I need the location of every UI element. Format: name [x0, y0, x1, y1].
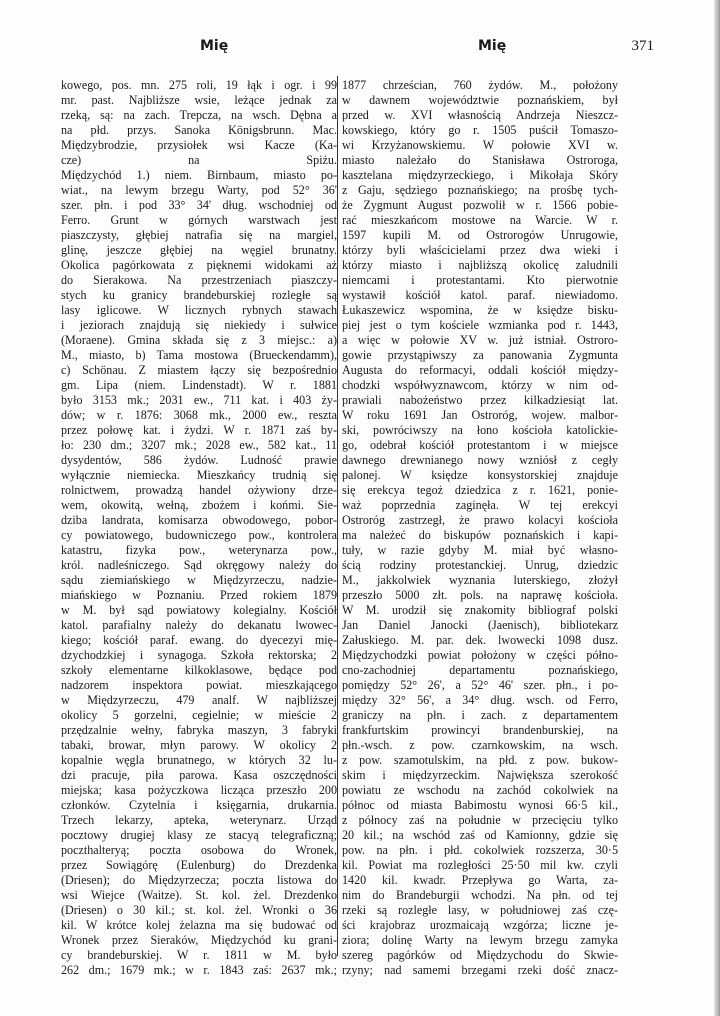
text-line: rolnictwem, prowadzą handel ożywiony drze-	[61, 483, 337, 497]
text-line: z pow. szamotulskim, na płd. z pow. bukow-	[342, 753, 618, 767]
text-line: przędzalnie wełny, fabryka maszyn, 3 fabryki	[61, 723, 337, 737]
text-line: powiatu ze wschodu na zachód cokolwiek na	[342, 783, 618, 797]
text-line: kowskiego, który go r. 1505 puścił Tomaszo-	[342, 123, 618, 137]
text-line: północ od miasta Babimostu wynosi 66·5 kil.,	[342, 798, 618, 812]
text-line: cze) na Spiżu.	[61, 153, 337, 167]
text-line: pomiędzy 52° 26', a 52° 46' szer. płn., i po-	[342, 678, 618, 692]
text-line: Międzybrodzie, przysiołek wsi Kacze (Ka-	[61, 138, 337, 152]
text-line: na płd. przys. Sanoka Königsbrunn. Mac.	[61, 123, 337, 137]
text-line: miańskiego w Poznaniu. Przed rokiem 1879	[61, 588, 337, 602]
text-line: szereg pagórków od Międzychodu do Skwie-	[342, 948, 618, 962]
text-line: 1597 kupili M. od Ostrorogów Unrugowie,	[342, 228, 618, 242]
text-line: katol. parafialny należy do dekanatu lwowec-	[61, 618, 337, 632]
text-line: Jan Daniel Janocki (Jaenisch), bibliotekarz	[342, 618, 618, 632]
text-line: M., miasto, b) Tama mostowa (Brueckendamm),	[61, 348, 337, 362]
text-line: gowie przystąpiwszy za panowania Zygmunta	[342, 348, 618, 362]
text-line: pow. na płn. i płd. cokolwiek rozszerza, 30·5	[342, 843, 618, 857]
text-line: Okolica pagórkowata z pięknemi widokami aż	[61, 258, 337, 272]
text-line: miasto należało do Stanisława Ostroroga,	[342, 153, 618, 167]
text-line: cy brandeburskiej. W r. 1811 w M. było	[61, 948, 337, 962]
text-line: 1877 chrześcian, 760 żydów. M., położony	[342, 78, 618, 92]
text-line: ski, powróciwszy na łono kościoła katolickie-	[342, 423, 618, 437]
text-line: kil. Powiat ma rozległości 25·50 mil kw. czyli	[342, 858, 618, 872]
text-line: gm. Lipa (niem. Lindenstadt). W r. 1881	[61, 378, 337, 392]
text-line: kil. W krótce kolej żelazna ma się budować od	[61, 918, 337, 932]
text-line: tuły, w razie gdyby M. miał być własno-	[342, 543, 618, 557]
text-line: przez Sowiągórę (Eulenburg) do Drezdenka	[61, 858, 337, 872]
text-line: kopalnie węgla brunatnego, w których 32 lu-	[61, 753, 337, 767]
text-line: piej jest o tym kościele wzmianka pod r. 1443,	[342, 318, 618, 332]
text-line: w dawnem województwie poznańskiem, był	[342, 93, 618, 107]
text-line: chodzki współwyznawcom, którzy w nim od-	[342, 378, 618, 392]
text-line: glinę, jeszcze głębiej na węgiel brunatny.	[61, 243, 337, 257]
text-line: nadzorem inspektora powiat. mieszkającego	[61, 678, 337, 692]
text-line: Łukaszewicz wspomina, że w księdze bisku-	[342, 303, 618, 317]
text-line: prawiali nabożeństwo przez kilkadziesiąt lat.	[342, 393, 618, 407]
text-line: płn.-wsch. z pow. czarnkowskim, na wsch.	[342, 738, 618, 752]
text-line: król. nadleśniczego. Sąd okręgowy należy do	[61, 558, 337, 572]
text-line: poczthalteryą; poczta osobowa do Wronek,	[61, 843, 337, 857]
text-line: w Międzyrzeczu, 479 analf. W najbliższej	[61, 693, 337, 707]
text-line: przez połowę kat. i żydzi. W r. 1871 zaś by-	[61, 423, 337, 437]
text-line: niemcami i protestantami. Kto pierwotnie	[342, 273, 618, 287]
header-left-keyword: Mię	[200, 38, 229, 54]
right-column	[342, 78, 618, 978]
text-line: wem, okowitą, wełną, zbożem i końmi. Sie-	[61, 498, 337, 512]
text-line: rzeki są rozległe lasy, w południowej zaś czę-	[342, 903, 618, 917]
text-line: waż poprzednia zaginęła. W tej erekcyi	[342, 498, 618, 512]
text-line: ści krajobraz urozmaicają wzgórza; liczne je-	[342, 918, 618, 932]
text-line: go, odebrał kościół protestantom i w miejsce	[342, 438, 618, 452]
text-line: i jeziorach znajdują się niekiedy i sułwice	[61, 318, 337, 332]
text-line: stych ku granicy brandeburskiej rozległe są	[61, 288, 337, 302]
text-line: mr. past. Najbliższe wsie, leżące jednak za	[61, 93, 337, 107]
text-line: okolicy 5 gorzelni, cegielnie; w mieście 2	[61, 708, 337, 722]
text-line: Wronek przez Sieraków, Międzychód ku grani-	[61, 933, 337, 947]
text-line: sądu ziemiańskiego w Międzyrzeczu, nadzie-	[61, 573, 337, 587]
text-line: członków. Czytelnia i księgarnia, drukarnia.	[61, 798, 337, 812]
page-edge-shadow	[714, 0, 720, 1016]
text-line: (Driesen) o 30 kil.; st. kol. żel. Wronki o 36	[61, 903, 337, 917]
text-line: Międzychodzki powiat położony w części półno-	[342, 648, 618, 662]
text-line: się erekcya tegoż dziedzica z r. 1621, ponie-	[342, 483, 618, 497]
text-line: z Gaju, sędziego poznańskiego; na prośbę tych-	[342, 183, 618, 197]
text-line: dzi pracuje, piła parowa. Kasa oszczędności	[61, 768, 337, 782]
text-line: wystawił kościół katol. paraf. niewiadomo.	[342, 288, 618, 302]
text-line: między 32° 56', a 34° dług. wsch. od Ferro,	[342, 693, 618, 707]
text-line: kiego; kościół paraf. ewang. do dyecezyi mię-	[61, 633, 337, 647]
text-line: było 3153 mk.; 2031 ew., 711 kat. i 403 ży-	[61, 393, 337, 407]
text-line: szer. płn. i pod 33° 34' dług. wschodniej od	[61, 198, 337, 212]
text-line: tabaki, browar, młyn parowy. W okolicy 2	[61, 738, 337, 752]
text-line: w M. był sąd powiatowy kolegialny. Kościół	[61, 603, 337, 617]
text-line: c) Schönau. Z miastem łączy się bezpośrednio	[61, 363, 337, 377]
text-line: wi Krzyżanowskiemu. W połowie XVI w.	[342, 138, 618, 152]
text-line: W roku 1691 Jan Ostroróg, wojew. malbor-	[342, 408, 618, 422]
text-line: ziora; dolinę Warty na lewym brzegu zamyka	[342, 933, 618, 947]
text-line: Ostroróg zastrzegł, że prawo kolacyi kościoła	[342, 513, 618, 527]
text-line: (Moraene). Gmina składa się z 3 miejsc.: a)	[61, 333, 337, 347]
text-line: cno-zachodniej departamentu poznańskiego,	[342, 663, 618, 677]
text-line: ścią rodziny protestanckiej. Unrug, dziedzic	[342, 558, 618, 572]
text-line: W M. urodził się znakomity bibliograf polski	[342, 603, 618, 617]
text-line: (Driesen); do Międzyrzecza; poczta listowa do	[61, 873, 337, 887]
text-line: do Sierakowa. Na przestrzeniach piaszczy-	[61, 273, 337, 287]
text-line: katastru, fizyka pow., weterynarza pow.,	[61, 543, 337, 557]
text-line: Trzech lekarzy, apteka, weterynarz. Urząd	[61, 813, 337, 827]
text-line: którzy miasto i najbliższą okolicę zaludnili	[342, 258, 618, 272]
text-line: wsi Wiejce (Waitze). St. kol. żel. Drezdenko	[61, 888, 337, 902]
text-line: skim i międzyrzeckim. Największa szerokość	[342, 768, 618, 782]
text-line: ło: 230 dm.; 3207 mk.; 2028 ew., 582 kat., 11	[61, 438, 337, 452]
left-column	[61, 78, 337, 978]
text-line: którzy byli właścicielami przez dwa wieki i	[342, 243, 618, 257]
text-line: rzeką, są: na zach. Trepcza, na wsch. Dębna a	[61, 108, 337, 122]
text-line: cy powiatowego, budowniczego pow., kontrolera	[61, 528, 337, 542]
text-line: Załuskiego. M. par. dek. lwowecki 1098 dusz.	[342, 633, 618, 647]
text-line: kasztelana międzyrzeckiego, i Mikołaja Skóry	[342, 168, 618, 182]
text-line: wyłącznie niemiecka. Mieszkańcy trudnią się	[61, 468, 337, 482]
text-line: lasy iglicowe. W licznych rybnych stawach	[61, 303, 337, 317]
column-divider	[337, 76, 338, 956]
text-line: szkoły elementarne kilkoklasowe, będące pod	[61, 663, 337, 677]
text-line: nim do Brandeburgii wchodzi. Na płn. od tej	[342, 888, 618, 902]
text-line: dawnego drewnianego nowy wzniósł z cegły	[342, 453, 618, 467]
text-line: dzychodzkiej i synagoga. Szkoła rektorska; 2	[61, 648, 337, 662]
text-line: pocztowy drugiej klasy ze stacyą telegraficzną;	[61, 828, 337, 842]
text-line: przeszło 5000 złt. pols. na naprawę kościoła.	[342, 588, 618, 602]
text-line: palonej. W księdze konsystorskiej znajduje	[342, 468, 618, 482]
text-line: frankfurtskim prowincyi brandenburskiej, na	[342, 723, 618, 737]
text-line: Ferro. Grunt w górnych warstwach jest	[61, 213, 337, 227]
text-line: miejska; kasa pożyczkowa licząca przeszło 200	[61, 783, 337, 797]
text-line: kowego, pos. mn. 275 roli, 19 łąk i ogr. i 99	[61, 78, 337, 92]
text-line: dziba landrata, komisarza obwodowego, pobor-	[61, 513, 337, 527]
text-line: przed w. XVI własnością Andrzeja Nieszcz-	[342, 108, 618, 122]
text-line: rzyny; nad samemi brzegami rzeki dość znacz-	[342, 963, 618, 977]
text-line: piaszczysty, głębiej natrafia się na margiel,	[61, 228, 337, 242]
text-line: Augusta do reformacyi, oddali kościół między-	[342, 363, 618, 377]
text-line: z północy zaś na południe w przecięciu tylko	[342, 813, 618, 827]
text-line: 1420 kil. kwadr. Przepływa go Warta, za-	[342, 873, 618, 887]
text-line: 262 dm.; 1679 mk.; w r. 1843 zaś: 2637 mk.;	[61, 963, 337, 977]
text-line: graniczy na płn. i zach. z departamentem	[342, 708, 618, 722]
text-line: że Zygmunt August pozwolił w r. 1566 pobie-	[342, 198, 618, 212]
page-number: 371	[631, 38, 654, 54]
text-line: a więc w połowie XV w. już istniał. Ostroro-	[342, 333, 618, 347]
text-line: M., jakkolwiek wyznania luterskiego, złożył	[342, 573, 618, 587]
text-line: ma należeć do biskupów poznańskich i kapi-	[342, 528, 618, 542]
text-line: dów; w r. 1876: 3068 mk., 2000 ew., reszta	[61, 408, 337, 422]
text-line: wiat., na lewym brzegu Warty, pod 52° 36'	[61, 183, 337, 197]
text-line: rać mieszkańcom mostowe na Warcie. W r.	[342, 213, 618, 227]
header-right-keyword: Mię	[478, 38, 507, 54]
text-line: dysydentów, 586 żydów. Ludność prawie	[61, 453, 337, 467]
text-line: Międzychód 1.) niem. Birnbaum, miasto po-	[61, 168, 337, 182]
text-line: 20 kil.; na wschód zaś od Kamionny, gdzie się	[342, 828, 618, 842]
page-header	[60, 38, 654, 62]
